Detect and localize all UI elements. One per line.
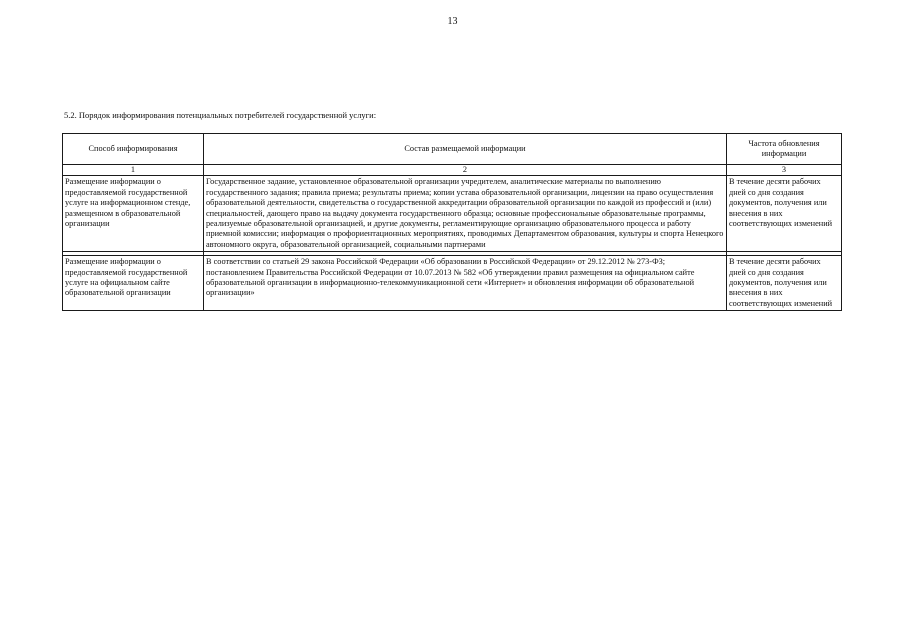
column-number-row <box>63 165 842 176</box>
row-frequency-text: В течение десяти рабочих дней со дня создания документов, получения или внесения в них соответствующих изменений <box>729 177 833 229</box>
row-frequency-cell <box>727 176 842 252</box>
row-method-cell <box>63 256 204 311</box>
column-number: 2 <box>204 165 727 176</box>
row-content-text: Государственное задание, установленное образовательной организации учредителем, аналитические материалы по выполнению государственного задания; правила приема; результаты приема; копии устава образовательной организации, лицензии на право осуществления образовательной деятельности, свидетельства о государственной аккредитации образовательной организации по каждой из профессий и (или) специальностей, дающего право на выдачу документа государственного образца; основные профессиональные образовательные программы, реализуемые образовательной организацией, и другие документы, регламентирующие организацию образовательного процесса и работу приемной комиссии; информация о профориентационных мероприятиях, проводимых Департаментом образования, культуры и спорта Ненецкого автономного округа, образовательной организацией, социальными партнерами <box>206 177 724 249</box>
table-header-row <box>63 134 842 165</box>
table-row <box>63 256 842 311</box>
row-frequency-cell <box>727 256 842 311</box>
table-row <box>63 176 842 252</box>
page-number: 13 <box>447 16 458 27</box>
row-content-cell <box>204 256 727 311</box>
row-method-text: Размещение информации о предоставляемой государственной услуге на информационном стенде, размещенном в образовательной организации <box>65 177 191 229</box>
row-frequency-text: В течение десяти рабочих дней со дня создания документов, получения или внесения в них соответствующих изменений <box>729 257 833 308</box>
section-heading: 5.2. Порядок информирования потенциальных потребителей государственной услуги: <box>64 110 377 120</box>
row-method-text: Размещение информации о предоставляемой государственной услуге на официальном сайте образовательной организации <box>65 257 188 298</box>
header-method: Способ информирования <box>63 134 204 165</box>
information-table <box>62 133 842 311</box>
row-content-text: В соответствии со статьей 29 закона Российской Федерации «Об образовании в Российской Федерации» от 29.12.2012 № 273-ФЗ; постановлением Правительства Российской Федерации от 10.07.2013 № 582 «Об утверждении правил размещения на официальном сайте образовательной организации в информационно-телекоммуникационной сети «Интернет» и обновления информации об образовательной организации» <box>206 257 695 298</box>
row-content-cell <box>204 176 727 252</box>
column-number: 3 <box>727 165 842 176</box>
header-frequency: Частота обновления информации <box>727 134 842 165</box>
header-content: Состав размещаемой информации <box>204 134 727 165</box>
column-number: 1 <box>63 165 204 176</box>
row-method-cell <box>63 176 204 252</box>
